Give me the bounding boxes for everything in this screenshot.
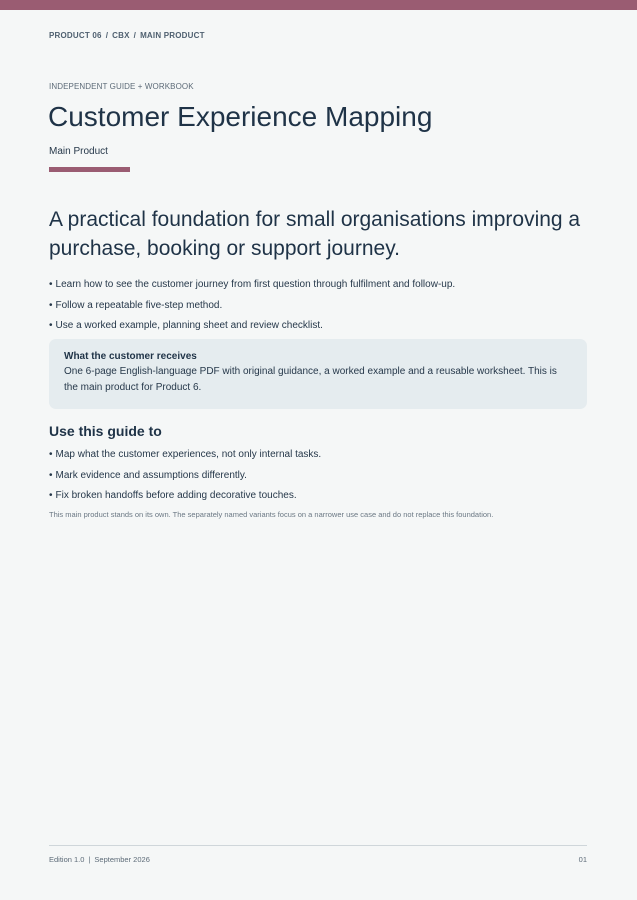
list-item-text: Learn how to see the customer journey from first question through fulfilment and follow-up. [55,279,456,290]
list-item [49,490,589,502]
list-item-text: Use a worked example, planning sheet and review checklist. [55,320,323,331]
bullet-dot: • [49,279,53,290]
breadcrumb-item-product: PRODUCT 06 [49,31,102,40]
breadcrumb-item-main-product: MAIN PRODUCT [140,31,205,40]
list-item-text: Map what the customer experiences, not only internal tasks. [55,449,322,460]
list-item-text: Follow a repeatable five-step method. [55,299,223,311]
eyebrow-label: INDEPENDENT GUIDE + WORKBOOK [49,82,194,91]
footer-separator: | [88,855,91,864]
page-number: 01 [578,855,587,864]
guide-bullet-list [49,449,589,511]
list-item [49,279,589,291]
page-title: Customer Experience Mapping [48,101,433,132]
bullet-dot: • [49,299,53,311]
list-item-text: Fix broken handoffs before adding decorative touches. [55,490,297,501]
footer-edition [49,855,150,864]
bullet-dot: • [49,490,53,501]
deliverable-callout [49,339,587,409]
breadcrumb-separator: / [105,31,109,40]
list-item-text: Mark evidence and assumptions differently. [55,469,247,481]
page-subtitle: Main Product [49,146,108,157]
list-item [49,449,589,461]
lead-statement: A practical foundation for small organisations improving a purchase, booking or support journey. [49,208,581,260]
edition-label: Edition 1.0 [49,855,85,864]
foundation-note: This main product stands on its own. The separately named variants focus on a narrower use case and do not replace this foundation. [49,510,494,519]
callout-title: What the customer receives [64,351,197,362]
bullet-dot: • [49,449,53,460]
breadcrumb-separator: / [133,31,137,40]
breadcrumb [49,31,205,40]
bullet-dot: • [49,469,53,481]
footer-divider [49,845,587,846]
edition-date: September 2026 [94,855,150,864]
top-accent-bar [0,0,637,10]
intro-bullet-list [49,279,589,341]
section-heading: Use this guide to [49,423,162,439]
list-item [49,320,589,332]
list-item [49,300,589,312]
bullet-dot: • [49,320,53,331]
list-item [49,470,589,482]
callout-body: One 6-page English-language PDF with original guidance, a worked example and a reusable worksheet. This is the main product for Product 6. [64,366,557,393]
breadcrumb-item-cbx: CBX [112,31,130,40]
title-accent-rule [49,167,130,172]
